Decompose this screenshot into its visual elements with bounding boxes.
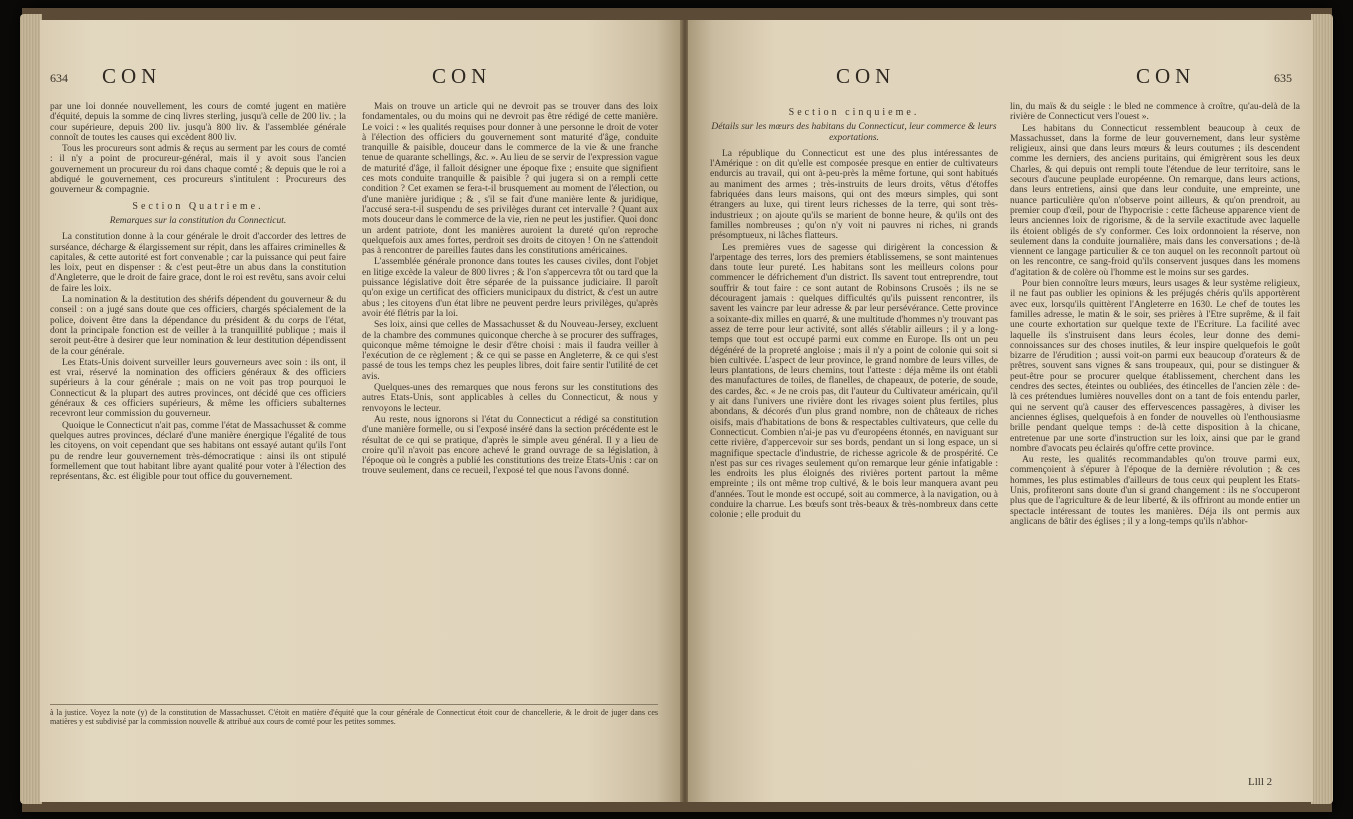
paragraph: lin, du maïs & du seigle : le bled ne commence à croître, qu'au-delà de la rivière de Connecticut vers l'ouest ». <box>1010 102 1300 123</box>
column-2 <box>362 102 658 478</box>
paragraph: Quoique le Connecticut n'ait pas, comme l'état de Massachusset & comme quelques autres provinces, déclaré d'une manière énergique l'égalité de tous les citoyens, on voit cependant que ses habitans ont essayé autant qu'ils l'ont pu de rendre leur gouvernement très-démocratique : ainsi ils ont stipulé formellement que tout habitant libre ayant qualité pour voter à l'élection des représentans, &c. est éligible pour tout office du gouvernement. <box>50 420 346 483</box>
right-page <box>688 20 1313 802</box>
paragraph: Mais on trouve un article qui ne devroit pas se trouver dans des loix fondamentales, ou du moins qui ne devroit pas être rédigé de cette manière. Le voici : « les qualités requises pour donner à une personne le droit de voter à l'élection des officiers du gouvernement sont maturité d'âge, conduite tranquille & paisible, douceur dans le commerce de la vie & une franche tenue de quarante schellings, &c. ». Au lieu de se servir de l'expression vague de maturité d'âge, il falloit désigner une époque fixe ; ensuite que signifient ces mots conduite tranquille & paisible ? qui jugera si on a rempli cette condition ? Cet examen se fera-t-il brusquement au moment de l'élection, ou d'une manière juridique ; & , s'il se fait d'une manière lente & juridique, l'accusé sera-t-il suspendu de ses privilèges durant cet intervalle ? Quant aux mots douceur dans le commerce de la vie, rien ne peut les justifier. Quoi donc un ardent patriote, dont les manières auroient la dureté qu'on reproche quelquefois aux ames fortes, perdroit ses droits de citoyen ! On ne s'attendoit pas à rencontrer de pareilles fautes dans les constitutions américaines. <box>362 102 658 257</box>
paragraph: Tous les procureurs sont admis & reçus au serment par les cours de comté : il n'y a point de procureur-général, mais il y avoit sous l'ancien gouvernement un procureur du roi dans chaque comté ; & depuis que le roi a abdiqué le gouvernement, ces procureurs s'intitulent : Procureurs des gouverneur & compagnie. <box>50 144 346 196</box>
column-1 <box>50 102 346 483</box>
column-2 <box>1010 102 1300 528</box>
page-edges-left <box>20 14 42 804</box>
running-header-right: CON <box>1136 64 1196 88</box>
paragraph: Les premières vues de sagesse qui dirigèrent la concession & l'arpentage des terres, lors des premiers établissemens, se sont maintenues dans toute leur pureté. Les habitans sont les meilleurs colons pour commencer le défrichement d'un district. Ils savent tout entreprendre, tout souffrir & tout faire : ce sont autant de Robinsons Crusoës ; ils ne se découragent jamais : quelques difficultés qu'ils puissent rencontrer, ils savent les vaincre par leur adresse & par leur persévérance. Cette province a soixante-dix milles en quarré, & une multitude d'hommes n'y trouvant pas assez de terre pour leur activité, sont allés s'établir ailleurs ; il y a long-temps que tout est occupé parmi eux comme en Europe. Ils ont un peu dégénéré de la propreté angloise ; mais il n'y a point de colonie qui soit si bien cultivée. L'aspect de leur province, le grand nombre de leurs villes, de leurs plantations, de leurs chemins, tout l'atteste : déja même ils ont établi des manufactures de toiles, de flanelles, de chapeaux, de poterie, de soude, des cardes, &c. « Je ne crois pas, dit l'auteur du Cultivateur américain, qu'il y ait dans l'univers une rivière dont les rivages soient plus fertiles, plus abondans, & décorés d'un plus grand nombre, non de châteaux de riches oisifs, mais d'habitations de bons & respectables cultivateurs, que celle du Connecticut. Combien n'ai-je pas vu d'européens étonnés, en naviguant sur cette rivière, d'appercevoir sur ses bords, pendant un si long espace, un si magnifique spectacle d'industrie, de richesse agricole & de prospérité. Ce n'est pas sur ces rivages seulement qu'on remarque leur génie infatigable : les endroits les plus éloignés des rivières portent partout la même empreinte ; ils ont même trop cultivé, & le bois leur manquera avant peu d'années. Tout le monde est occupé, soit au commerce, à la navigation, ou à conduire la charrue. Les bœufs sont très-beaux & très-nombreux dans cette colonie ; elle produit du <box>710 242 998 521</box>
page-number: 635 <box>1274 71 1292 85</box>
running-header-left: CON <box>102 64 162 88</box>
paragraph: Au reste, nous ignorons si l'état du Connecticut a rédigé sa constitution d'une manière formelle, ou si l'exposé inséré dans la section précédente est le résultat de ce qui se pratique, d'après le simple aveu général. Il y a lieu de croire qu'il n'avoit pas encore achevé le grand ouvrage de sa législation, à l'époque où le congrès a publié les constitutions des treize Etats-Unis : car on trouve seulement, dans ce recueil, l'exposé tel que nous l'avons donné. <box>362 414 658 477</box>
paragraph: La nomination & la destitution des shérifs dépendent du gouverneur & du conseil : on a jugé sans doute que ces officiers, chargés spécialement de la police, doivent être dans la dépendance du président & du corps de l'état, dont la principale fonction est de veiller à la tranquillité publique ; mais il seroit peut-être à desirer que leur nomination & leur destitution dépendissent de la cour générale. <box>50 295 346 357</box>
paragraph: Les Etats-Unis doivent surveiller leurs gouverneurs avec soin : ils ont, il est vrai, réservé la nomination des officiers généraux & des officiers supérieurs à la cour générale ; mais on ne voit pas trop pourquoi le Connecticut & la plupart des autres provinces, ont décidé que ces officiers généraux & ces officiers supérieurs, & même les officiers subalternes recevront leur commission du gouverneur. <box>50 357 346 420</box>
signature-mark: Llll 2 <box>1248 776 1273 788</box>
footnote-rule <box>50 704 658 705</box>
paragraph: L'assemblée générale prononce dans toutes les causes civiles, dont l'objet en litige excède la valeur de 800 livres ; & l'on s'appercevra tôt ou tard que la puissance législative doit être séparée de la puissance judiciaire. Il paroît qu'on exige un certificat des officiers municipaux du district, & c'est un autre abus ; les citoyens d'un état libre ne peuvent perdre leurs privilèges, qu'après avoir été flétris par la loi. <box>362 257 658 319</box>
column-1 <box>710 102 998 522</box>
running-header-right: CON <box>432 64 492 88</box>
paragraph: Au reste, les qualités recommandables qu'on trouve parmi eux, commençoient à s'épurer à l'époque de la dernière révolution ; & ces hommes, les plus estimables d'ailleurs de tous ceux qui peuplent les Etats-Unis, profiteront sans doute d'un si grand changement : ils ne s'occuperont plus que de l'agriculture & de leur liberté, & ils offriront au monde entier un spectacle intéressant de toutes les manières. Déja ils ont permis aux anglicans de bâtir des églises ; il y a long-temps qu'ils n'abhor- <box>1010 455 1300 527</box>
left-page <box>40 20 682 802</box>
paragraph: La république du Connecticut est une des plus intéressantes de l'Amérique : on dit qu'elle est composée presque en entier de cultivateurs endurcis au travail, qui ont à-peu-près la même fortune, qui sont habitués au maniment des armes ; très-instruits de leurs droits, vêtus d'étoffes fabriquées dans leurs maisons, qui ont des mœurs simples, qui sont étrangers au luxe, qui tirent leurs richesses de la terre, qui sont très-industrieux ; on ajoute qu'ils se marient de bonne heure, & qu'ils ont des familles nombreuses ; qu'on n'y voit ni pauvres ni riches, ni grands présomptueux, ni lâches flatteurs. <box>710 148 998 242</box>
section-heading: Section cinquieme. <box>788 107 920 118</box>
section-subtitle: Remarques sur la constitution du Connecticut. <box>109 215 287 226</box>
running-header-left: CON <box>836 64 896 88</box>
page-edges-right <box>1311 14 1333 804</box>
paragraph: par une loi donnée nouvellement, les cours de comté jugent en matière d'équité, depuis la somme de cinq livres sterling, jusqu'à celle de 200 liv. ; la cour supérieure, depuis 200 liv. jusqu'à 800 liv. & l'assemblée générale connoît de toutes les causes qui excèdent 800 liv. <box>50 102 346 143</box>
section-heading: Section Quatrieme. <box>132 200 264 212</box>
paragraph: Quelques-unes des remarques que nous ferons sur les constitutions des autres Etats-Unis, sont applicables à celles du Connecticut, & nous y renvoyons le lecteur. <box>362 383 658 414</box>
paragraph: Ses loix, ainsi que celles de Massachusset & du Nouveau-Jersey, excluent de la chambre des communes quiconque cherche à se procurer des suffrages, quiconque même témoigne le desir d'être choisi : mais il faudra veiller à l'exécution de ce règlement ; & ce qui se passe en Angleterre, & ce qui s'est passé de tous les temps chez les peuples libres, doit faire sentir l'utilité de cet avis. <box>362 320 658 382</box>
paragraph: Les habitans du Connecticut ressemblent beaucoup à ceux de Massachusset, dans la forme de leur gouvernement, dans leur système religieux, ainsi que dans leurs mœurs & leurs coutumes ; ils descendent comme les derniers, des anciens puritains, qui émigrèrent sous les deux Charles, & qui depuis ont rempli toute l'étendue de leur territoire, sans le secours d'aucune peuplade européenne. On remarque, dans leurs actions, dans leurs entretiens, ainsi que dans leur conduite, une empreinte, une nuance particulière qu'on n'observe point ailleurs, & qu'on prendroit, au premier coup d'œil, pour de l'hypocrisie : cette fâcheuse apparence vient de leurs anciennes loix de rigorisme, & de la servile exactitude avec laquelle ils étoient obligés de s'y conformer. Ces loix ordonnoient la réserve, non seulement dans la conduite journalière, mais dans les conversations ; de-là viennent ce langage particulier & ce ton auquel on les reconnoît partout où on les rencontre, ce sang-froid qu'ils conservent jusques dans les momens d'agitation & de colère où l'homme est le moins sur ses gardes. <box>1010 123 1300 278</box>
section-subtitle: Détails sur les mœurs des habitans du Connecticut, leur commerce & leurs exportations. <box>711 122 997 143</box>
footnote: à la justice. Voyez la note (y) de la constitution de Massachusset. C'étoit en matière d'équité que la cour générale de Connecticut étoit cour de chancellerie, & le droit de juger dans ces matières y est subdivisé par la commission nouvelle & attribué aux cours de comté pour les petites sommes. <box>50 708 658 726</box>
paragraph: Pour bien connoître leurs mœurs, leurs usages & leur système religieux, il ne faut pas oublier les opinions & les préjugés chéris qu'ils apportèrent avec eux, lorsqu'ils quittèrent l'Angleterre en 1630. Le chef de toutes les familles adresse, le matin & le soir, ses prières à l'Etre suprême, & il fait une courte exhortation sur quelque texte de l'Ecriture. La facilité avec laquelle ils s'instruisent dans leurs écoles, leur donne des demi-connoissances sur des choses inutiles, & leur inspire quelquefois le goût bizarre de l'érudition ; aussi voit-on parmi eux beaucoup d'orateurs & de prêtres, souvent sans vignes & sans troupeaux, qui, pour se distinguer & peut-être pour se procurer quelque établissement, cherchent dans les cendres des sectes, éteintes ou oubliées, des étincelles de l'ancien zèle : de-là ces prétendues lumières nouvelles dont on a tant de fois entendu parler, qui ne servent qu'à causer des effervescences passagères, à diviser les anciennes églises, quelquefois à en fonder de nouvelles où l'enthousiasme brille pendant quelque temps : de-là cette disposition à la chicane, entretenue par une sorte d'instruction sur les loix, ainsi que par le grand nombre d'avocats peu éclairés qu'offre cette province. <box>1010 279 1300 454</box>
page-number: 634 <box>50 71 68 85</box>
paragraph: La constitution donne à la cour générale le droit d'accorder des lettres de surséance, décharge & élargissement sur répit, dans les affaires criminelles & capitales, & cette autorité est fort convenable ; car la puissance qui peut faire les loix, peut en dispenser : & c'est peut-être un abus dans la constitution d'Angleterre, que le droit de faire grace, dont le roi est revêtu, sans avoir celui de faire les loix. <box>50 232 346 294</box>
